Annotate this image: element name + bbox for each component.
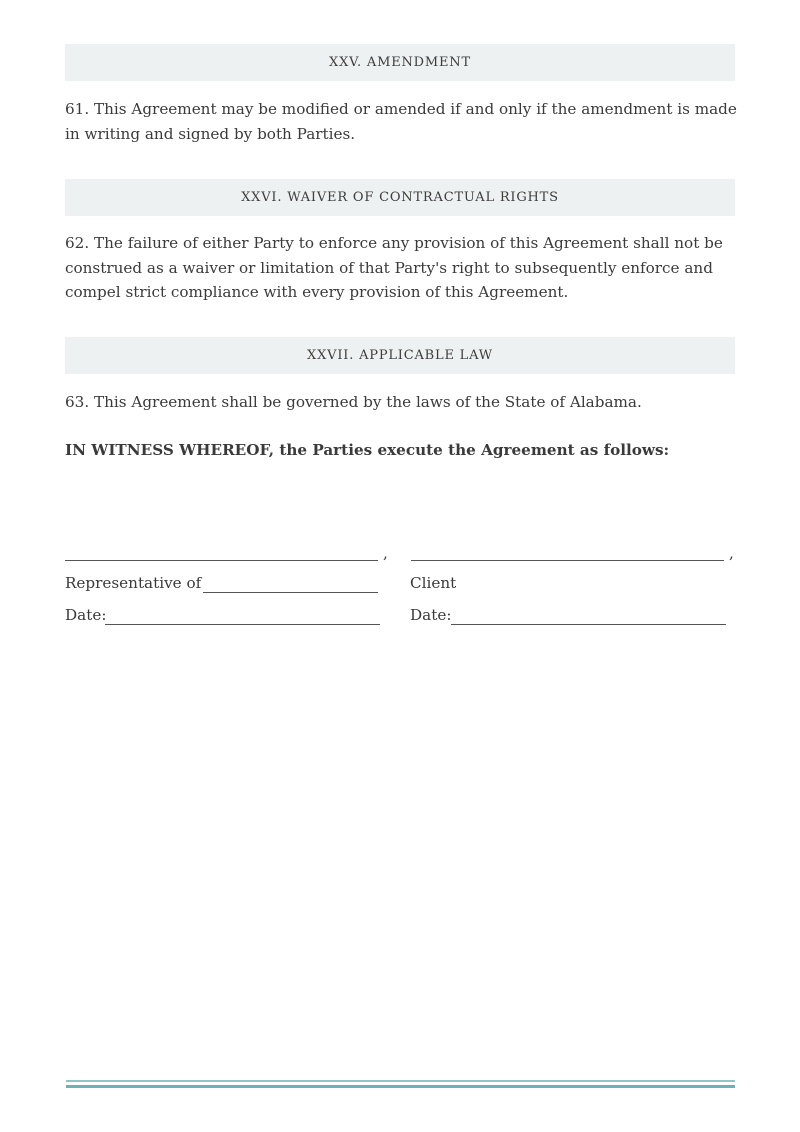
client-label: Client — [410, 574, 457, 592]
date-label-left: Date: — [65, 606, 107, 624]
signature-line-right[interactable] — [411, 560, 724, 561]
date-line-right[interactable] — [451, 624, 726, 625]
representative-of-line[interactable] — [203, 592, 378, 593]
clause-61: 61. This Agreement may be modified or amended if and only if the amendment is made in writing and signed by both Parties. — [65, 100, 737, 143]
footer-rule-thick — [66, 1085, 735, 1088]
comma-left: , — [383, 544, 388, 562]
footer-rule-thin — [66, 1080, 735, 1082]
signature-line-left[interactable] — [65, 560, 378, 561]
comma-right: , — [729, 544, 734, 562]
witness-statement: IN WITNESS WHEREOF, the Parties execute the Agreement as follows: — [65, 441, 670, 459]
representative-label: Representative of — [65, 574, 202, 592]
section-heading-amendment: XXV. AMENDMENT — [65, 44, 735, 81]
section-heading-applicable-law: XXVII. APPLICABLE LAW — [65, 337, 735, 374]
section-heading-waiver: XXVI. WAIVER OF CONTRACTUAL RIGHTS — [65, 179, 735, 216]
clause-62: 62. The failure of either Party to enforce any provision of this Agreement shall not be construed as a waiver or limitation of that Party's right to subsequently enforce and compel strict compliance with every provision of this Agreement. — [65, 234, 723, 301]
date-label-right: Date: — [410, 606, 452, 624]
clause-63: 63. This Agreement shall be governed by the laws of the State of Alabama. — [65, 393, 642, 411]
date-line-left[interactable] — [105, 624, 380, 625]
